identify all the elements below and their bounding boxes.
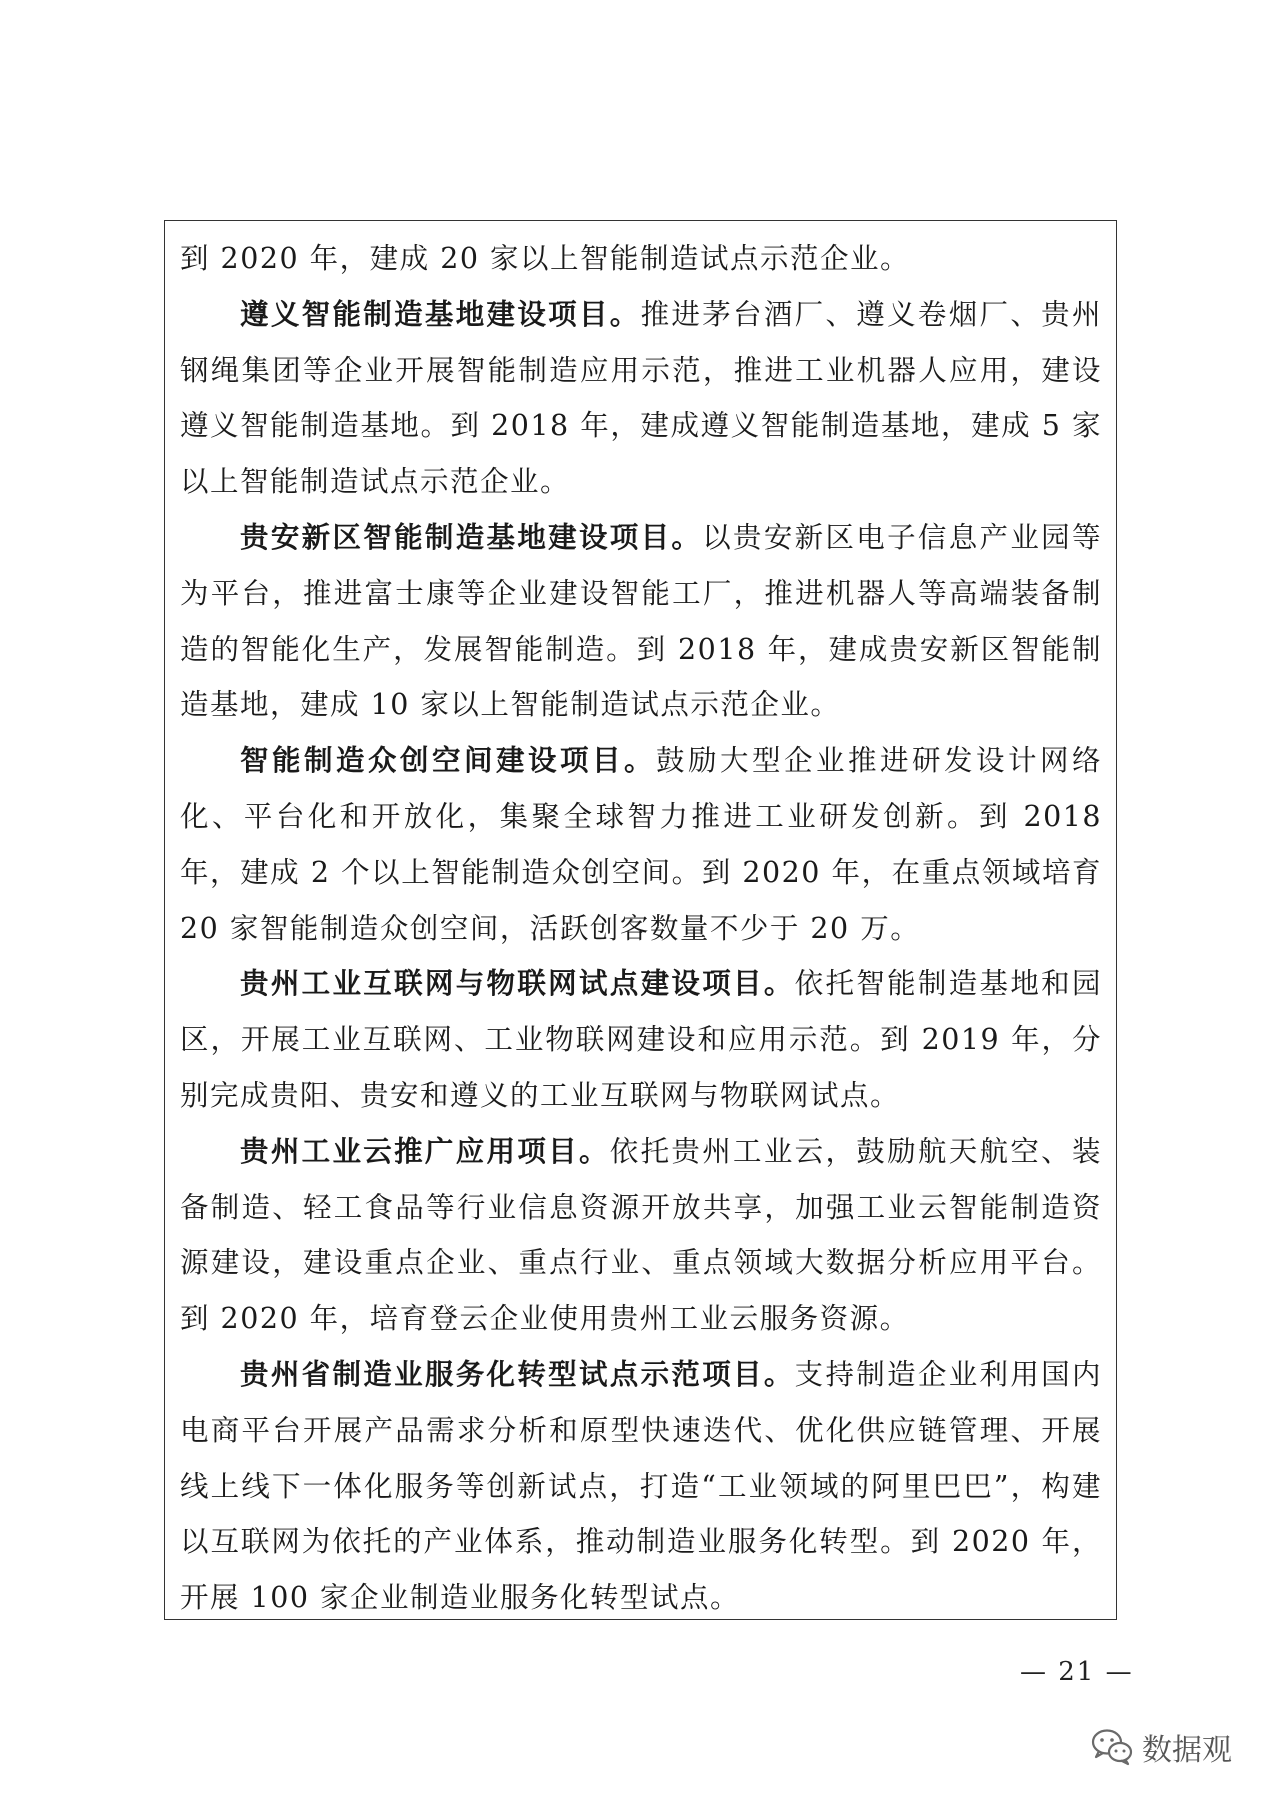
paragraph-4-text: 鼓励大型企业推进研发设计网络化、平台化和开放化，集聚全球智力推进工业研发创新。到 2018 年，建成 2 个以上智能制造众创空间。到 2020 年，在重点领域培育 20 家智能制造众创空间，活跃创客数量不少于 20 万。 <box>180 744 1102 945</box>
paragraph-5-text: 依托智能制造基地和园区，开展工业互联网、工业物联网建设和应用示范。到 2019 年，分别完成贵阳、贵安和遵义的工业互联网与物联网试点。 <box>180 967 1102 1112</box>
paragraph-1 <box>180 231 1102 287</box>
paragraph-4-heading: 智能制造众创空间建设项目。 <box>240 744 656 778</box>
watermark-text: 数据观 <box>1142 1733 1232 1768</box>
paragraph-7-text: 支持制造企业利用国内电商平台开展产品需求分析和原型快速迭代、优化供应链管理、开展线上线下一体化服务等创新试点，打造“工业领域的阿里巴巴”，构建以互联网为依托的产业体系，推动制造业服务化转型。到 2020 年，开展 100 家企业制造业服务化转型试点。 <box>180 1357 1102 1615</box>
paragraph-6 <box>180 1124 1102 1347</box>
paragraph-2-text: 推进茅台酒厂、遵义卷烟厂、贵州钢绳集团等企业开展智能制造应用示范，推进工业机器人应用，建设遵义智能制造基地。到 2018 年，建成遵义智能制造基地，建成 5 家以上智能制造试点示范企业。 <box>180 297 1102 499</box>
paragraph-3-text: 以贵安新区电子信息产业园等为平台，推进富士康等企业建设智能工厂，推进机器人等高端装备制造的智能化生产，发展智能制造。到 2018 年，建成贵安新区智能制造基地，建成 10 家以上智能制造试点示范企业。 <box>180 520 1102 722</box>
paragraph-3-heading: 贵安新区智能制造基地建设项目。 <box>240 520 703 554</box>
paragraph-6-text: 依托贵州工业云，鼓励航天航空、装备制造、轻工食品等行业信息资源开放共享，加强工业云智能制造资源建设，建设重点企业、重点行业、重点领域大数据分析应用平台。到 2020 年，培育登云企业使用贵州工业云服务资源。 <box>180 1134 1102 1336</box>
watermark <box>1090 1725 1232 1769</box>
paragraph-2 <box>180 287 1102 510</box>
wechat-icon <box>1090 1727 1134 1767</box>
paragraph-5-heading: 贵州工业互联网与物联网试点建设项目。 <box>240 967 795 1001</box>
paragraph-2-heading: 遵义智能制造基地建设项目。 <box>240 297 641 331</box>
paragraph-3 <box>180 510 1102 733</box>
paragraph-6-heading: 贵州工业云推广应用项目。 <box>240 1134 610 1168</box>
page-number: — 21 — <box>1020 1657 1134 1687</box>
paragraph-7 <box>180 1347 1102 1626</box>
paragraph-4 <box>180 733 1102 956</box>
paragraph-7-heading: 贵州省制造业服务化转型试点示范项目。 <box>240 1357 795 1391</box>
paragraph-1-text: 到 2020 年，建成 20 家以上智能制造试点示范企业。 <box>180 242 911 275</box>
content-box <box>164 220 1117 1620</box>
paragraph-5 <box>180 956 1102 1123</box>
